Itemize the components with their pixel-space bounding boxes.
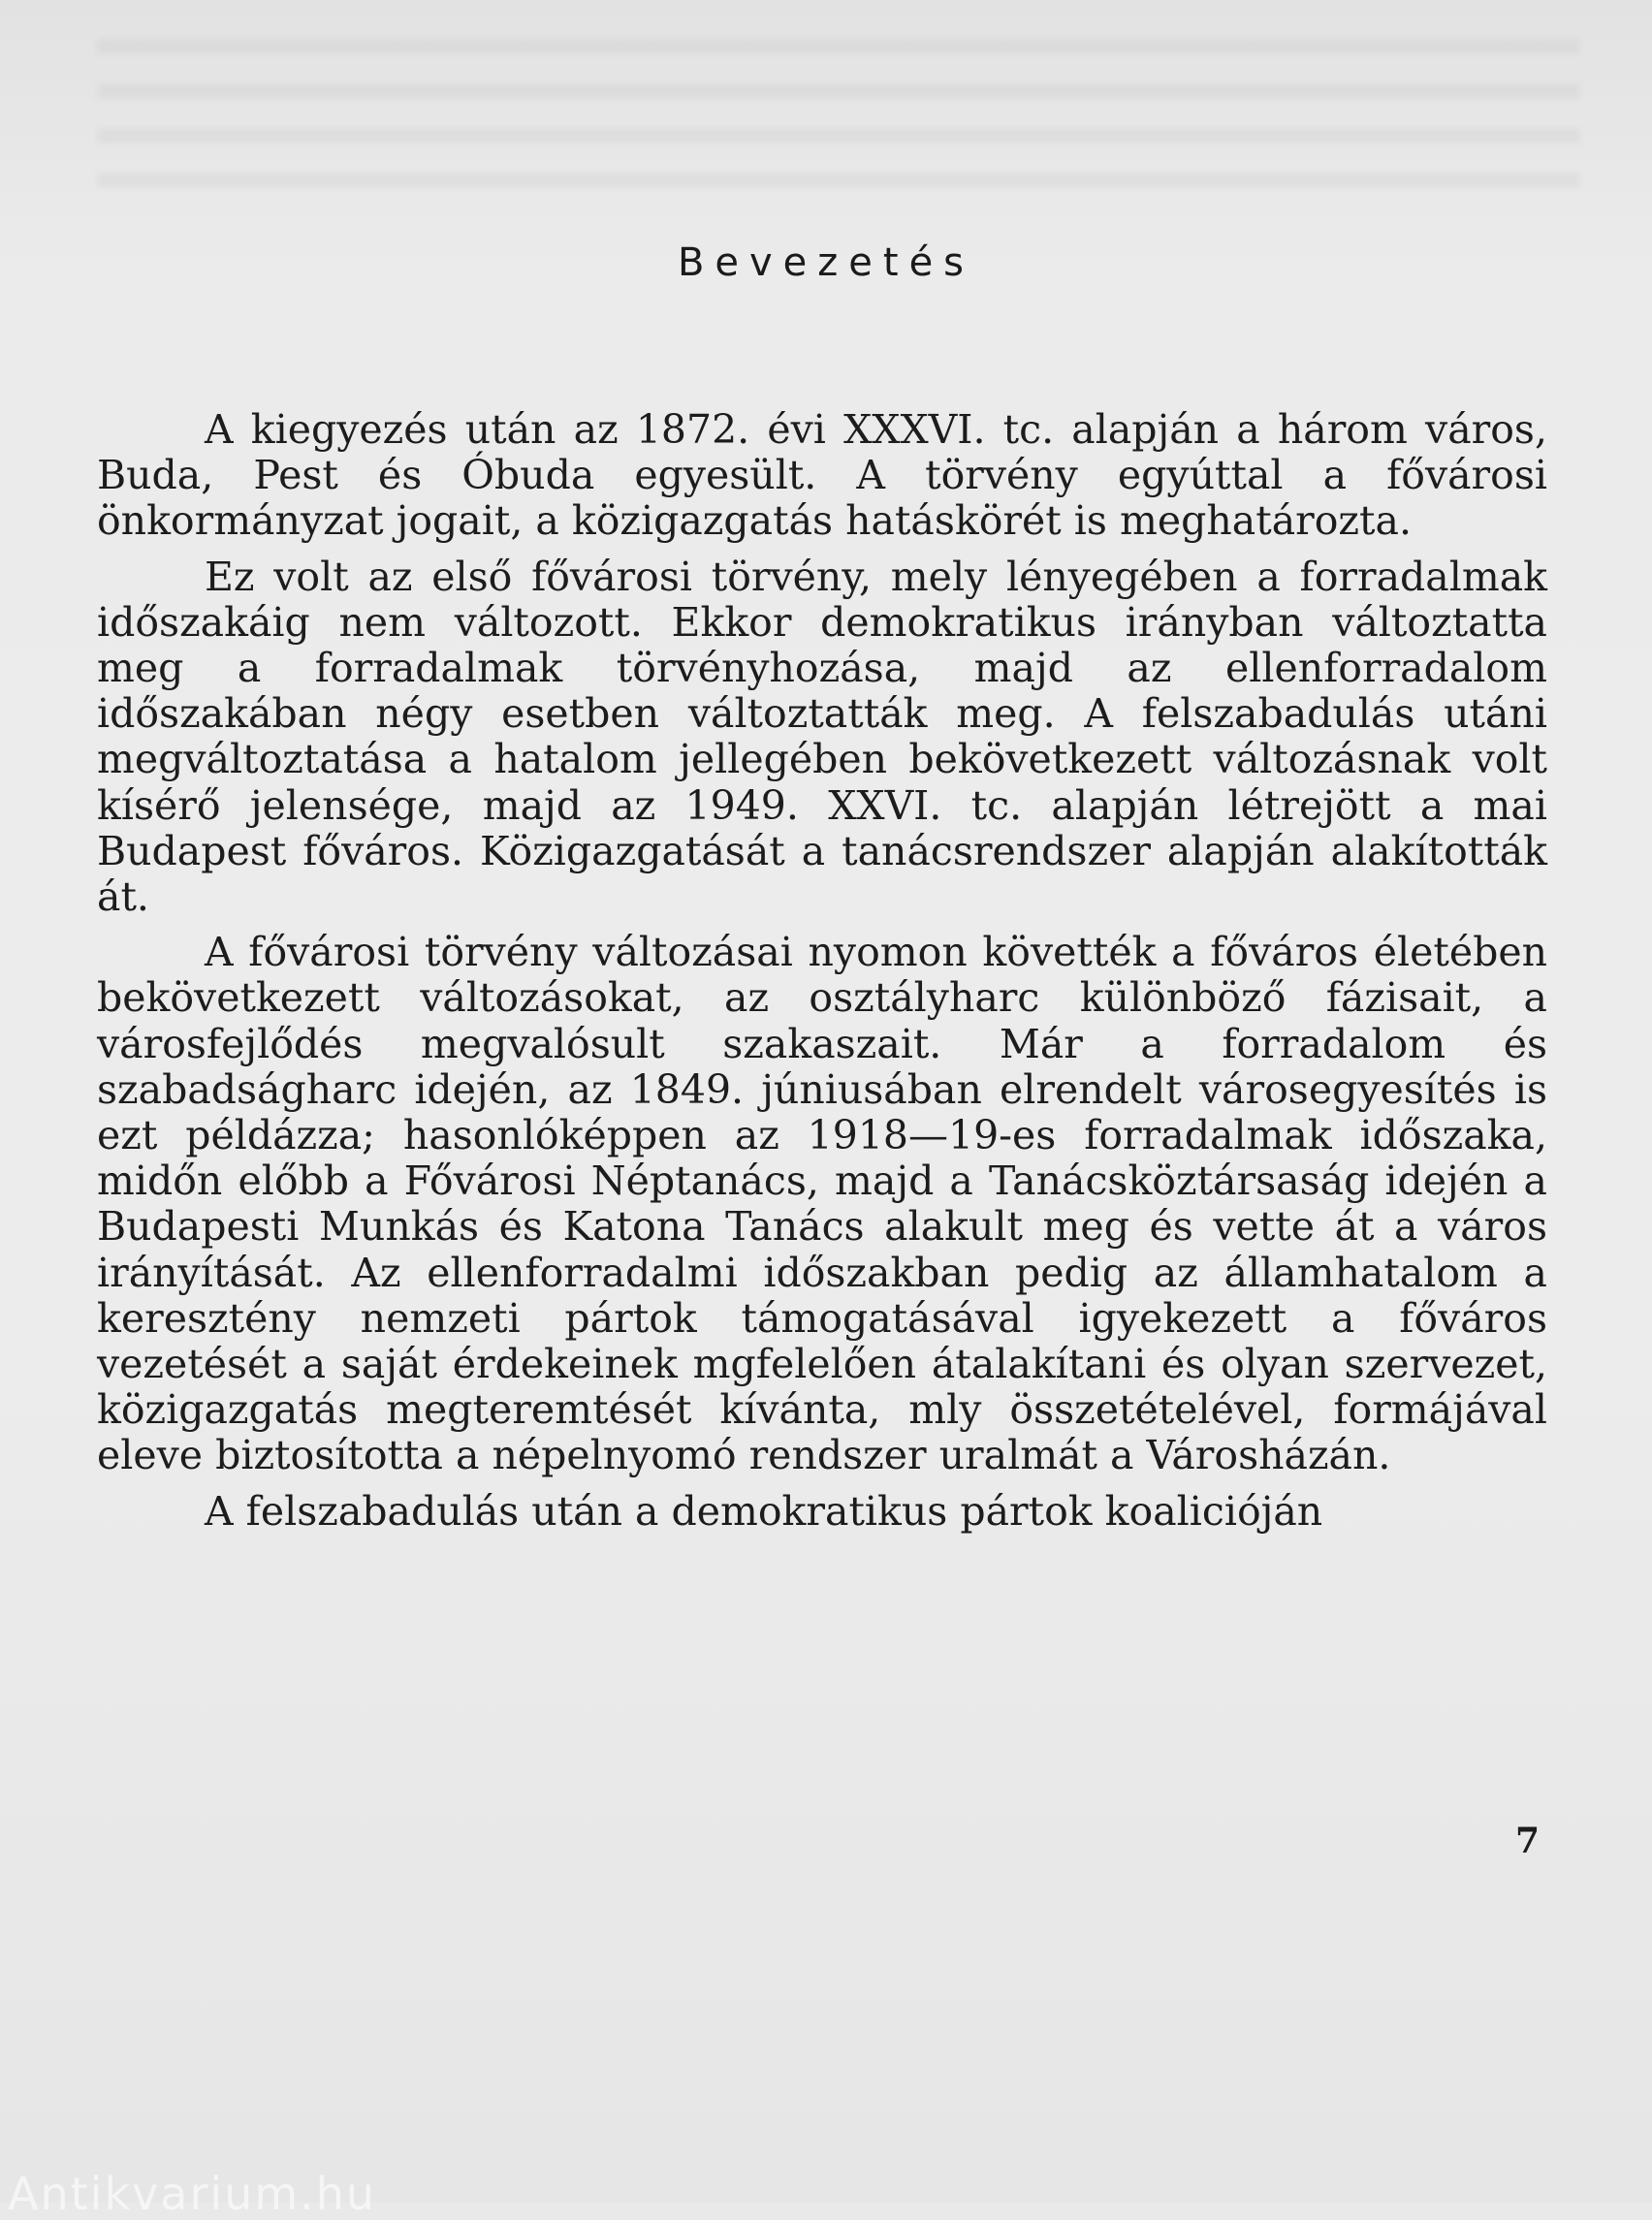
watermark: Antikvarium.hu <box>8 2168 377 2220</box>
paragraph: Ez volt az első fővárosi törvény, mely lényegében a forradalmak időszakáig nem változott. Ekkor demokratikus irányban változtatta meg a forradalmak törvényhozása, majd az ellenforradalom időszakában négy esetben változtatták meg. A felszabadulás utáni megváltoztatása a hatalom jellegében bekövetkezett változásnak volt kísérő jelensége, majd az 1949. XXVI. tc. alapján létrejött a mai Budapest főváros. Közigazgatását a tanácsrendszer alapján alakították át. <box>97 553 1547 921</box>
paragraph: A felszabadulás után a demokratikus pártok koalicióján <box>205 1487 1323 1535</box>
page-number: 7 <box>1515 1821 1541 1861</box>
body-text <box>97 407 1547 1544</box>
paragraph: A kiegyezés után az 1872. évi XXXVI. tc. alapján a három város, Buda, Pest és Óbuda egyesült. A törvény egyúttal a fővárosi önkormányzat jogait, a közigazgatás hatáskörét is meghatározta. <box>97 406 1547 545</box>
bleed-through-text <box>97 10 1580 194</box>
paragraph: A fővárosi törvény változásai nyomon követték a főváros életében bekövetkezett változásokat, az osztályharc különböző fázisait, a városfejlődés megvalósult szakaszait. Már a forradalom és szabadságharc idején, az 1849. júniusában elrendelt városegyesítés is ezt példázza; hasonlóképpen az 1918—19-es forradalmak időszaka, midőn előbb a Fővárosi Néptanács, majd a Tanácsköztársaság idején a Budapesti Munkás és Katona Tanács alakult meg és vette át a város irányítását. Az ellenforradalmi időszakban pedig az államhatalom a keresztény nemzeti pártok támogatásával igyekezett a főváros vezetését a saját érdekeinek mgfelelően átalakítani és olyan szervezet, közigazgatás megteremtését kívánta, mly összetételével, formájával eleve biztosította a népelnyomó rendszer uralmát a Városházán. <box>97 929 1547 1479</box>
chapter-title: Bevezetés <box>677 240 975 285</box>
